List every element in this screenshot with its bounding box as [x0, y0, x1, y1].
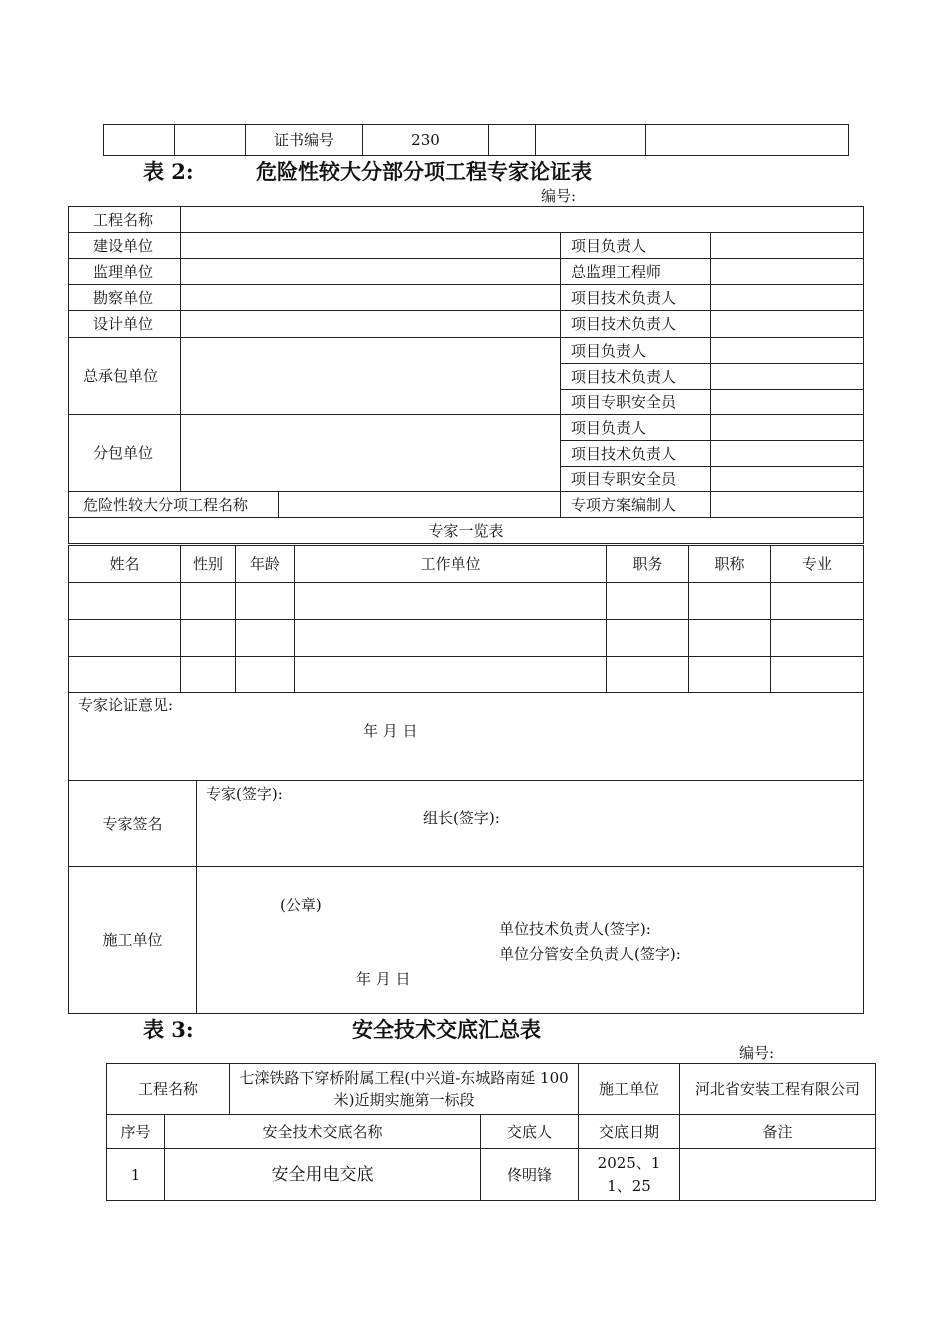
- supervisor-role-value: [711, 259, 864, 285]
- cell: [689, 657, 771, 693]
- t3-header-person: 交底人: [481, 1115, 579, 1149]
- opinion-label: 专家论证意见:: [78, 696, 174, 714]
- gc-role: 项目技术负责人: [561, 364, 711, 390]
- top-partial-table: [103, 124, 849, 156]
- survey-value: [181, 285, 561, 311]
- cert-value: 230: [363, 125, 489, 156]
- cell: [295, 620, 607, 657]
- signature-label: 专家签名: [69, 781, 197, 867]
- expert-header-age: 年龄: [236, 546, 295, 583]
- opinion-cell: [69, 693, 864, 781]
- expert-header-specialty: 专业: [771, 546, 864, 583]
- t3-header-note: 备注: [680, 1115, 876, 1149]
- expert-header-position: 职务: [607, 546, 689, 583]
- table2-experts: [68, 545, 864, 693]
- cert-label: 证书编号: [246, 125, 363, 156]
- cell: [607, 657, 689, 693]
- table3-title: 安全技术交底汇总表: [352, 1017, 541, 1042]
- sub-role-value: [711, 467, 864, 492]
- table3-prefix: 表 3:: [143, 1017, 194, 1042]
- safety-sign: 单位分管安全负责人(签字):: [499, 945, 681, 963]
- survey-role: 项目技术负责人: [561, 285, 711, 311]
- subcontractor-value: [181, 415, 561, 492]
- t3-row-name: 安全用电交底: [165, 1149, 481, 1201]
- gc-role: 项目负责人: [561, 338, 711, 364]
- table2-title: 危险性较大分部分项工程专家论证表: [256, 159, 592, 184]
- cell: [607, 620, 689, 657]
- empty-cell: [104, 125, 175, 156]
- t3-row-note: [680, 1149, 876, 1201]
- sub-role-value: [711, 415, 864, 441]
- expert-header-title: 职称: [689, 546, 771, 583]
- design-label: 设计单位: [69, 311, 181, 338]
- plan-author-label: 专项方案编制人: [561, 492, 711, 518]
- design-value: [181, 311, 561, 338]
- expert-header-workplace: 工作单位: [295, 546, 607, 583]
- t3-header-date: 交底日期: [579, 1115, 680, 1149]
- table2-prefix: 表 2:: [143, 159, 194, 184]
- builder-label: 建设单位: [69, 233, 181, 259]
- table2-number-label: 编号:: [541, 187, 577, 205]
- cell: [236, 657, 295, 693]
- gc-role-value: [711, 338, 864, 364]
- cell: [771, 583, 864, 620]
- dangerous-name-value: [279, 492, 561, 518]
- seal-text: (公章): [280, 896, 322, 914]
- plan-author-value: [711, 492, 864, 518]
- empty-cell: [175, 125, 246, 156]
- cell: [236, 583, 295, 620]
- table3-number-label: 编号:: [739, 1044, 775, 1062]
- builder-role: 项目负责人: [561, 233, 711, 259]
- project-name-label: 工程名称: [69, 207, 181, 233]
- builder-role-value: [711, 233, 864, 259]
- sub-role: 项目负责人: [561, 415, 711, 441]
- experts-title: 专家一览表: [69, 518, 864, 544]
- gc-role-value: [711, 390, 864, 415]
- supervisor-role: 总监理工程师: [561, 259, 711, 285]
- general-contractor-value: [181, 338, 561, 415]
- gc-role-value: [711, 364, 864, 390]
- cell: [69, 583, 181, 620]
- t3-row-no: 1: [107, 1149, 165, 1201]
- t3-row-person: 佟明锋: [481, 1149, 579, 1201]
- cell: [69, 620, 181, 657]
- empty-cell: [536, 125, 646, 156]
- subcontractor-label: 分包单位: [69, 415, 181, 492]
- t3-row-date: 2025、11、25: [579, 1149, 680, 1201]
- expert-row: [69, 620, 864, 657]
- cell: [295, 657, 607, 693]
- project-name-value: [181, 207, 864, 233]
- expert-header-gender: 性别: [181, 546, 236, 583]
- supervisor-label: 监理单位: [69, 259, 181, 285]
- survey-label: 勘察单位: [69, 285, 181, 311]
- leader-sign: 组长(签字):: [423, 809, 500, 827]
- cell: [689, 620, 771, 657]
- t3-header-no: 序号: [107, 1115, 165, 1149]
- expert-row: [69, 657, 864, 693]
- cell: [771, 657, 864, 693]
- sub-role: 项目技术负责人: [561, 441, 711, 467]
- sub-role-value: [711, 441, 864, 467]
- general-contractor-label: 总承包单位: [69, 338, 181, 415]
- tech-sign: 单位技术负责人(签字):: [499, 920, 651, 938]
- gc-role: 项目专职安全员: [561, 390, 711, 415]
- table-row: [107, 1149, 876, 1201]
- t3-unit-label: 施工单位: [579, 1064, 680, 1115]
- construction-label: 施工单位: [69, 867, 197, 1014]
- cell: [236, 620, 295, 657]
- signature-cell: [197, 781, 864, 867]
- expert-row: [69, 583, 864, 620]
- table3: [106, 1063, 876, 1201]
- empty-cell: [646, 125, 849, 156]
- t3-header-name: 安全技术交底名称: [165, 1115, 481, 1149]
- cell: [771, 620, 864, 657]
- table2-signoff: [68, 692, 864, 1014]
- cell: [607, 583, 689, 620]
- sub-role: 项目专职安全员: [561, 467, 711, 492]
- dangerous-name-label: 危险性较大分项工程名称: [69, 492, 279, 518]
- t3-project-label: 工程名称: [107, 1064, 230, 1115]
- survey-role-value: [711, 285, 864, 311]
- t3-project-value: 七滦铁路下穿桥附属工程(中兴道-东城路南延 100 米)近期实施第一标段: [230, 1064, 579, 1115]
- expert-header-name: 姓名: [69, 546, 181, 583]
- cell: [69, 657, 181, 693]
- construction-cell: [197, 867, 864, 1014]
- cell: [689, 583, 771, 620]
- cell: [295, 583, 607, 620]
- empty-cell: [489, 125, 536, 156]
- cell: [181, 657, 236, 693]
- design-role-value: [711, 311, 864, 338]
- table2-info: [68, 206, 864, 544]
- expert-sign: 专家(签字):: [206, 785, 283, 803]
- opinion-date: 年 月 日: [363, 722, 418, 740]
- construction-date: 年 月 日: [356, 970, 411, 988]
- design-role: 项目技术负责人: [561, 311, 711, 338]
- builder-value: [181, 233, 561, 259]
- supervisor-value: [181, 259, 561, 285]
- cell: [181, 620, 236, 657]
- t3-unit-value: 河北省安装工程有限公司: [680, 1064, 876, 1115]
- cell: [181, 583, 236, 620]
